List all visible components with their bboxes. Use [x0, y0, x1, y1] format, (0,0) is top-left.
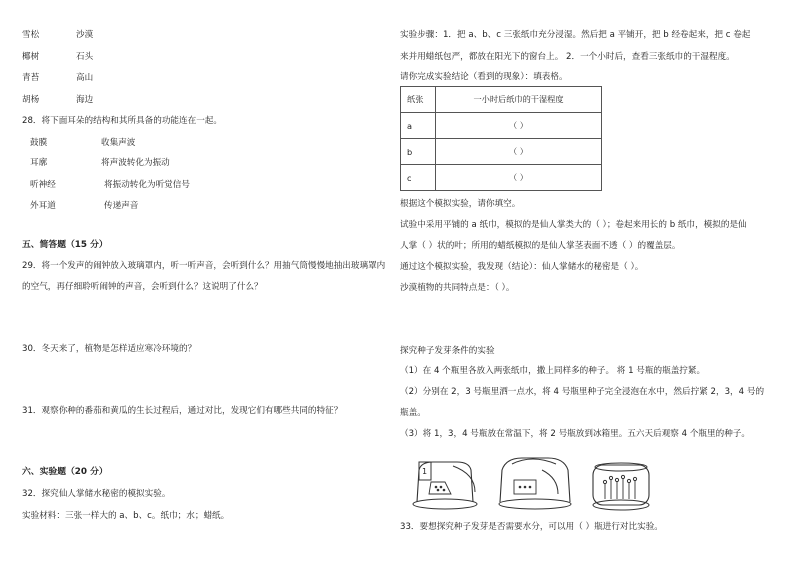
seed-experiment-title: 探究种子发芽条件的实验: [400, 346, 495, 356]
fill-intro: 根据这个模拟实验，请你填空。: [400, 199, 521, 209]
jar-2-illustration: [492, 450, 577, 512]
section-6-heading: 六、实验题（20 分）: [22, 467, 108, 477]
question-30: 30．冬天来了，植物是怎样适应寒冷环境的？: [22, 344, 197, 354]
ear-part-1: 鼓膜: [30, 138, 48, 148]
table-row-label-a: a: [401, 113, 436, 139]
match-left-2: 椰树: [22, 52, 40, 62]
ear-function-1: 收集声波: [101, 138, 136, 148]
experiment-step-1: 实验步骤：1．把 a、b、c 三张纸巾充分浸湿。然后把 a 平铺开，把 b 经卷起来，把 c 卷起: [400, 30, 751, 40]
match-right-2: 石头: [76, 52, 94, 62]
experiment-step-2: 来并用蜡纸包严，都放在阳光下的窗台上。 2．一个小时后，查看三张纸巾的干湿程度。: [400, 52, 735, 62]
match-right-1: 沙漠: [76, 30, 94, 40]
seed-step-1: （1）在 4 个瓶里各放入两张纸巾，撒上同样多的种子。 将 1 号瓶的瓶盖拧紧。: [400, 366, 706, 376]
fill-line-3: 通过这个模拟实验，我发现（结论）：仙人掌储水的秘密是（ ）。: [400, 262, 644, 272]
ear-function-2: 将声波转化为振动: [101, 158, 170, 168]
ear-part-2: 耳廓: [30, 158, 48, 168]
jar-3-illustration: [585, 455, 657, 515]
match-left-3: 青苔: [22, 73, 40, 83]
seed-step-3: （3）将 1，3，4 号瓶放在常温下，将 2 号瓶放到冰箱里。五六天后观察 4 个瓶里的种子。: [400, 429, 750, 439]
question-32: 32．探究仙人掌储水秘密的模拟实验。: [22, 489, 171, 499]
fill-line-4: 沙漠植物的共同特点是：（ ）。: [400, 283, 515, 293]
table-header-paper: 纸张: [401, 87, 436, 113]
table-row-label-c: c: [401, 165, 436, 191]
result-table: [400, 86, 602, 191]
ear-function-4: 传递声音: [104, 201, 139, 211]
fill-line-1: 试验中采用平铺的 a 纸巾，模拟的是仙人掌类大的（ ）；卷起来用长的 b 纸巾，模拟的是仙: [400, 220, 747, 230]
table-prompt: 请你完成实验结论（看到的现象）：填表格。: [400, 72, 568, 82]
match-right-3: 高山: [76, 73, 94, 83]
table-header-dryness: 一小时后纸巾的干湿程度: [436, 87, 602, 113]
experiment-materials: 实验材料：三张一样大的 a、b、c。纸巾；水；蜡纸。: [22, 511, 230, 521]
ear-function-3: 将振动转化为听觉信号: [104, 180, 190, 190]
question-29-line-2: 的空气，再仔细聆听闹钟的声音，会听到什么？这说明了什么？: [22, 282, 263, 292]
question-29-line-1: 29．将一个发声的闹钟放入玻璃罩内，听一听声音，会听到什么？用抽气筒慢慢地抽出玻璃罩内: [22, 261, 386, 271]
ear-part-3: 听神经: [30, 180, 56, 190]
table-row-label-b: b: [401, 139, 436, 165]
jar-1-illustration: [405, 452, 485, 512]
question-28: 28．将下面耳朵的结构和其所具备的功能连在一起。: [22, 116, 222, 126]
table-cell-c[interactable]: （ ）: [436, 165, 602, 191]
table-cell-b[interactable]: （ ）: [436, 139, 602, 165]
question-31: 31．观察你种的番茄和黄瓜的生长过程后，通过对比，发现它们有哪些共同的特征？: [22, 406, 343, 416]
match-right-4: 海边: [76, 95, 94, 105]
seed-step-2-cont: 瓶盖。: [400, 408, 426, 418]
section-5-heading: 五、简答题（15 分）: [22, 240, 108, 250]
fill-line-2: 人掌（ ）状的叶；所用的蜡纸模拟的是仙人掌茎表面不透（ ）的覆盖层。: [400, 241, 681, 251]
ear-part-4: 外耳道: [30, 201, 56, 211]
seed-step-2: （2）分别在 2，3 号瓶里洒一点水，将 4 号瓶里种子完全浸泡在水中，然后拧紧 2，3，4 号的: [400, 387, 765, 397]
table-cell-a[interactable]: （ ）: [436, 113, 602, 139]
jar-1-label: 1: [422, 467, 428, 476]
match-left-4: 胡杨: [22, 95, 40, 105]
question-33: 33．要想探究种子发芽是否需要水分，可以用（ ）瓶进行对比实验。: [400, 522, 663, 532]
match-left-1: 雪松: [22, 30, 40, 40]
